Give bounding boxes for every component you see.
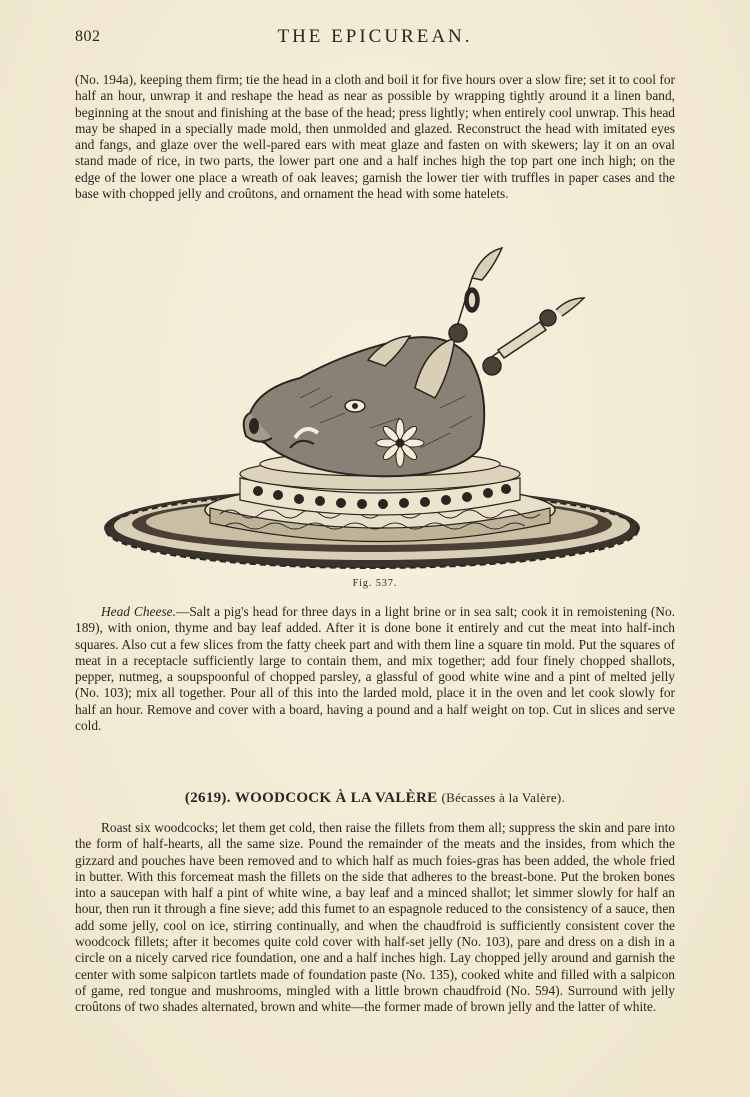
recipe-heading: [75, 790, 675, 807]
head-cheese-body: —Salt a pig's head for three days in a light brine or in sea salt; cook it in remoistening (No. 189), with onion, thyme and bay leaf added. After it is done bone it entirely and cut the meat into half-inch squares. Also cut a few slices from the fatty cheek part and with them line a square tin mold. Put the squares of meat in a receptacle sufficiently large to contain them, and mix together; add four finely chopped shallots, pepper, nutmeg, a soupspoonful of chopped parsley, a glassful of good white wine and a pint of melted jelly (No. 103); mix all together. Pour all of this into the larded mold, place it in the oven and let cook slowly for half an hour. Remove and cover with a board, having a pound and a half weight on top. Cut in slices and serve cold.: [75, 604, 675, 734]
page-header: [75, 26, 675, 50]
figure-caption: Fig. 537.: [352, 578, 398, 589]
paragraph-boar-head: (No. 194a), keeping them firm; tie the head in a cloth and boil it for five hours over a slow fire; set it to cool for half an hour, unwrap it and reshape the head as near as possible by wrapping tightly around it a linen band, beginning at the snout and finishing at the base of the head; press lightly; when entirely cool unwrap. This head may be shaped in a specially made mold, then unmolded and glazed. Reconstruct the head with imitated eyes and fangs, and glaze over the well-pared ears with meat glaze and fasten on with skewers; lay it on an oval stand made of rice, in two parts, the lower part one and a half inches high the top part one inch high; on the edge of the lower one place a wreath of oak leaves; garnish the lower tier with truffles in paper cases and the base with chopped jelly and croûtons, and ornament the head with some hatelets.: [75, 72, 675, 202]
page-number: 802: [75, 28, 101, 45]
recipe-subtitle: (Bécasses à la Valère).: [441, 790, 566, 805]
boar-head-drawing: [244, 336, 484, 476]
recipe-number: (2619).: [184, 790, 231, 806]
head-cheese-lead: Head Cheese.: [101, 604, 176, 619]
running-title: THE EPICUREAN.: [277, 26, 473, 47]
boar-head-illustration: [100, 238, 650, 573]
paragraph-woodcock: Roast six woodcocks; let them get cold, then raise the fillets from them all; suppress the skin and pare into the form of half-hearts, all the same size. Pound the remainder of the meats and the insides, from which the gizzard and pouches have been removed and to which half as much foies-gras has been added, the whole fried in butter. With this forcemeat mash the fillets on the side that adheres to the breast-bone. Put the broken bones into a saucepan with half a pint of white wine, a bay leaf and a minced shallot; let simmer slowly for half an hour, then run it through a fine sieve; add this fumet to an espagnole reduced to the consistency of a sauce, then add some jelly, cool on ice, stirring continually, and when the chaudfroid is sufficiently consistent cover the woodcock fillets; after it becomes quite cold cover with half-set jelly (No. 103), pare and dress on a dish in a circle on a nicely carved rice foundation, one and a half inches high. Lay chopped jelly around and garnish the center with some salpicon tartlets made of foundation paste (No. 135), cooked white and filled with a salpicon of game, red tongue and mushrooms, mingled with a little brown chaudfroid (No. 594). Surround with jelly croûtons of two shades alternated, brown and white—the former made of brown jelly and the latter of white.: [75, 820, 675, 1015]
paragraph-head-cheese: [75, 604, 675, 734]
recipe-title: WOODCOCK À LA VALÈRE: [234, 790, 438, 806]
